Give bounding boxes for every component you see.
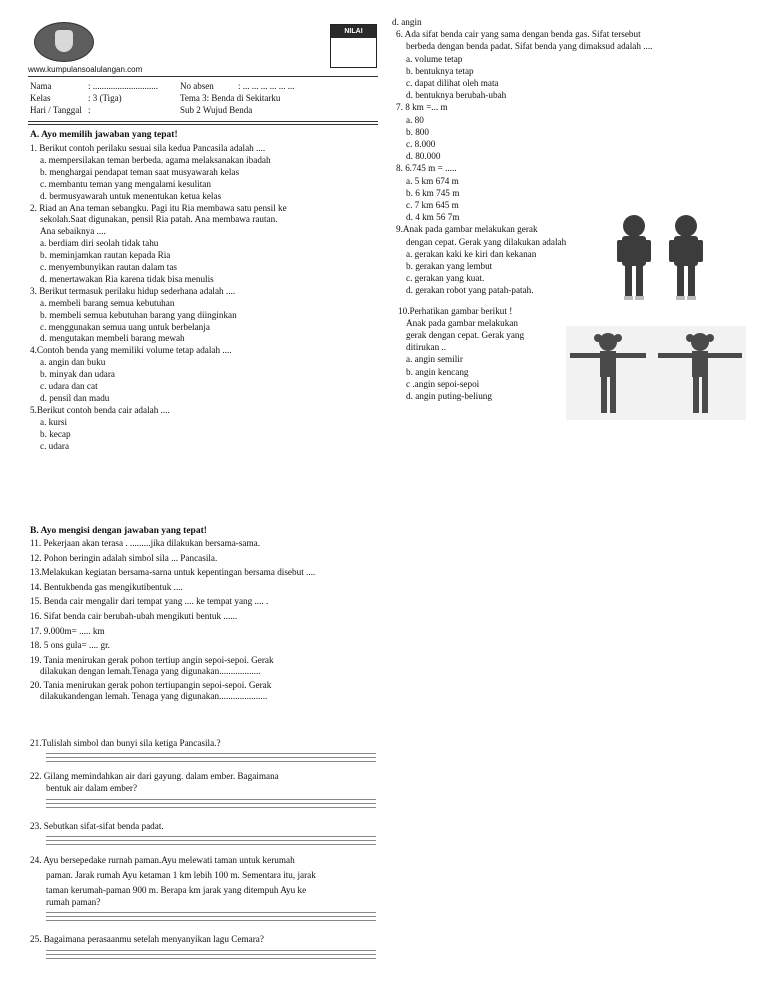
section-b-line: 18. 5 ons gula= .... gr. xyxy=(30,640,110,651)
date-value: : xyxy=(88,105,91,115)
right-column-line: d. angin puting-beliung xyxy=(406,391,492,401)
essay-line: paman. Jarak rumah Ayu ketaman 1 km lebih 100 m. Sementara itu, jarak xyxy=(46,870,316,880)
right-column-line: gerak dengan cepat. Gerak yang xyxy=(406,330,525,340)
answer-line[interactable] xyxy=(46,757,376,758)
section-a-line: d. pensil dan madu xyxy=(40,392,110,403)
section-b-line: dilakukandengan lemah. Tenaga yang digunakan..................... xyxy=(40,691,268,702)
answer-line[interactable] xyxy=(46,916,376,917)
section-a-line: c. menggunakan semua uang untuk berbelanja xyxy=(40,321,210,332)
absen-label: No absen xyxy=(180,81,214,91)
essay-line: 22. Gilang memindahkan air dari gayung. dalam ember. Bagaimana xyxy=(30,771,279,781)
class-value: : 3 (Tiga) xyxy=(88,93,122,103)
section-b-line: 14. Bentukbenda gas mengikutibentuk .... xyxy=(30,581,183,592)
section-b-line: 17. 9.000m= ..... km xyxy=(30,625,105,636)
children-arms-outstretched-illustration xyxy=(566,326,746,420)
section-a-line: a. berdiam diri seolah tidak tahu xyxy=(40,238,159,249)
section-a-line: b. menghargai pendapat teman saat musyawarah kelas xyxy=(40,166,240,177)
right-column-line: 9.Anak pada gambar melakukan gerak xyxy=(396,224,538,235)
theme-label: Tema 3: Benda di Sekitarku xyxy=(180,93,281,103)
right-column-line: b. 6 km 745 m xyxy=(406,187,460,198)
right-column-line: c. 8.000 xyxy=(406,139,436,149)
right-column-line: d. angin xyxy=(392,17,422,27)
right-column-line: b. gerakan yang lembut xyxy=(406,261,493,271)
section-b-title: B. Ayo mengisi dengan jawaban yang tepat! xyxy=(30,526,207,536)
section-a-line: Ana sebaiknya .... xyxy=(40,226,106,237)
right-column-line: a. 80 xyxy=(406,114,424,125)
answer-line[interactable] xyxy=(46,954,376,955)
essay-line: rumah paman? xyxy=(46,897,101,907)
section-b-line: 15. Benda cair mengalir dari tempat yang .... ke tempat yang .... . xyxy=(30,596,269,607)
section-a-line: d. bermusyawarah untuk menentukan ketua kelas xyxy=(40,190,222,201)
section-b-line: 20. Tania menirukan gerak pohon tertiupangin sepoi-sepoi. Gerak xyxy=(30,680,272,691)
right-column-line: d. 4 km 56 7m xyxy=(406,212,460,223)
right-column-line: a. gerakan kaki ke kiri dan kekanan xyxy=(406,248,537,259)
right-column-line: c. 7 km 645 m xyxy=(406,200,459,210)
name-value: : ............................. xyxy=(88,81,159,91)
section-a-title: A. Ayo memilih jawaban yang tepat! xyxy=(30,130,178,140)
section-b-line: 19. Tania menirukan gerak pohon tertiup angin sepoi-sepoi. Gerak xyxy=(30,654,274,665)
section-a-line: 1. Berikut contoh perilaku sesuai sila kedua Pancasila adalah .... xyxy=(30,143,266,153)
essay-line: 24. Ayu bersepedake rurnah paman.Ayu melewati taman untuk kerumah xyxy=(30,855,295,865)
answer-line[interactable] xyxy=(46,912,376,913)
section-a-line: a. angin dan buku xyxy=(40,357,106,368)
essay-line: 21.Tulislah simbol dan bunyi sila ketiga Pancasila.? xyxy=(30,738,221,748)
section-a-line: c. menyembunyikan rautan dalam tas xyxy=(40,262,178,272)
right-column-line: b. 800 xyxy=(406,126,429,137)
answer-line[interactable] xyxy=(46,753,376,754)
right-column-line: b. bentuknya tetap xyxy=(406,65,474,76)
section-b-line: dilakukan dengan lemah.Tenaga yang digunakan.................. xyxy=(40,665,261,676)
section-a-line: c. udara xyxy=(40,440,70,451)
right-column-line: 7. 8 km =... m xyxy=(396,102,448,113)
right-column-line: Anak pada gambar melakukan xyxy=(406,317,518,328)
answer-line[interactable] xyxy=(46,761,376,762)
section-b-line: 11. Pekerjaan akan terasa . .........jika dilakukan bersama-sama. xyxy=(30,538,261,548)
section-a-line: b. membeli semua kebutuhan barang yang diinginkan xyxy=(40,309,237,320)
right-column-line: d. 80.000 xyxy=(406,151,441,162)
section-a-line: a. membeli barang semua kebutuhan xyxy=(40,297,175,308)
right-column-line: 6. Ada sifat benda cair yang sama dengan benda gas. Sifat tersebut xyxy=(396,29,641,40)
section-a-line: sekolah.Saat digunakan, pensil Ria patah. Ana membawa rautan. xyxy=(40,214,278,225)
section-a-line: 3. Berikut termasuk perilaku hidup sederhana adalah .... xyxy=(30,285,236,296)
score-box xyxy=(330,24,377,68)
answer-line[interactable] xyxy=(46,958,376,959)
section-a-line: a. mempersilakan teman berbeda. agama melaksanakan ibadah xyxy=(40,154,271,165)
right-column-line: ditirukan .. xyxy=(406,342,447,353)
answer-line[interactable] xyxy=(46,920,376,921)
right-column-line: a. 5 km 674 m xyxy=(406,175,459,186)
section-a-line: c. udara dan cat xyxy=(40,381,98,391)
right-column-line: berbeda dengan benda padat. Sifat benda yang dimaksud adalah .... xyxy=(406,41,653,52)
score-box-label: NILAI xyxy=(331,25,376,38)
section-b-line: 12. Pohon beringin adalah simbol sila ... Pancasila. xyxy=(30,552,218,563)
class-label: Kelas xyxy=(30,93,51,103)
name-label: Nama xyxy=(30,81,52,91)
absen-value: : ... ... ... ... ... ... xyxy=(238,81,295,91)
right-column-line: a. volume tetap xyxy=(406,53,463,64)
answer-line[interactable] xyxy=(46,950,376,951)
essay-line: 23. Sebutkan sifat-sifat benda padat. xyxy=(30,821,164,831)
essay-line: taman kerumah-paman 900 m. Berapa km jarak yang ditempuh Ayu ke xyxy=(46,885,307,895)
right-column-line: c .angin sepoi-sepoi xyxy=(406,378,480,389)
section-a-line: 2. Riad an Ana teman sebangku. Pagi itu Ria membawa satu pensil ke xyxy=(30,202,287,213)
answer-line[interactable] xyxy=(46,799,376,800)
section-a-line: b. minyak dan udara xyxy=(40,369,116,380)
right-column-line: c. dapat dilihat oleh mata xyxy=(406,78,499,88)
answer-line[interactable] xyxy=(46,803,376,804)
section-a-line: a. kursi xyxy=(40,416,68,427)
answer-line[interactable] xyxy=(46,840,376,841)
right-column-line: d. gerakan robot yang patah-patah. xyxy=(406,285,534,296)
section-a-line: b. kecap xyxy=(40,428,71,439)
section-a-line: b. meminjamkan rautan kepada Ria xyxy=(40,250,171,261)
section-a-line: 4.Contoh benda yang memiliki volume tetap adalah .... xyxy=(30,345,232,356)
children-marching-illustration xyxy=(612,212,722,308)
section-b-line: 16. Sifat benda cair berubah-ubah mengikuti bentuk ...... xyxy=(30,611,238,621)
answer-line[interactable] xyxy=(46,844,376,845)
section-a-line: d. mengutakan membeli barang mewah xyxy=(40,333,185,344)
answer-line[interactable] xyxy=(46,836,376,837)
right-column-line: dengan cepat. Gerak yang dilakukan adalah xyxy=(406,236,567,247)
essay-line: 25. Bagaimana perasaanmu setelah menyanyikan lagu Cemara? xyxy=(30,934,264,944)
right-column-line: b. angin kencang xyxy=(406,366,469,377)
date-label: Hari / Tanggal xyxy=(30,105,82,115)
right-column-line: c. gerakan yang kuat. xyxy=(406,273,485,284)
right-column-line: d. bentuknya berubah-ubah xyxy=(406,90,507,101)
answer-line[interactable] xyxy=(46,807,376,808)
right-column-line: 8. 6.745 m = ..... xyxy=(396,163,457,174)
school-emblem-logo xyxy=(34,22,94,62)
right-column-line: a. angin semilir xyxy=(406,354,463,365)
right-column-line: 10.Perhatikan gambar berikut ! xyxy=(398,305,513,316)
section-a-line: c. membantu teman yang mengalami kesulitan xyxy=(40,178,211,189)
section-a-line: 5.Berikut contoh benda cair adalah .... xyxy=(30,404,170,415)
section-b-line: 13.Melakukan kegiatan bersama-sarna untuk kepentingan bersama disebut .... xyxy=(30,567,316,578)
website-url: www.kumpulansoalulangan.com xyxy=(28,65,143,74)
section-a-line: d. menertawakan Ria karena tidak bisa menulis xyxy=(40,273,214,284)
essay-line: bentuk air dalam ember? xyxy=(46,783,138,793)
subtheme-label: Sub 2 Wujud Benda xyxy=(180,105,253,115)
